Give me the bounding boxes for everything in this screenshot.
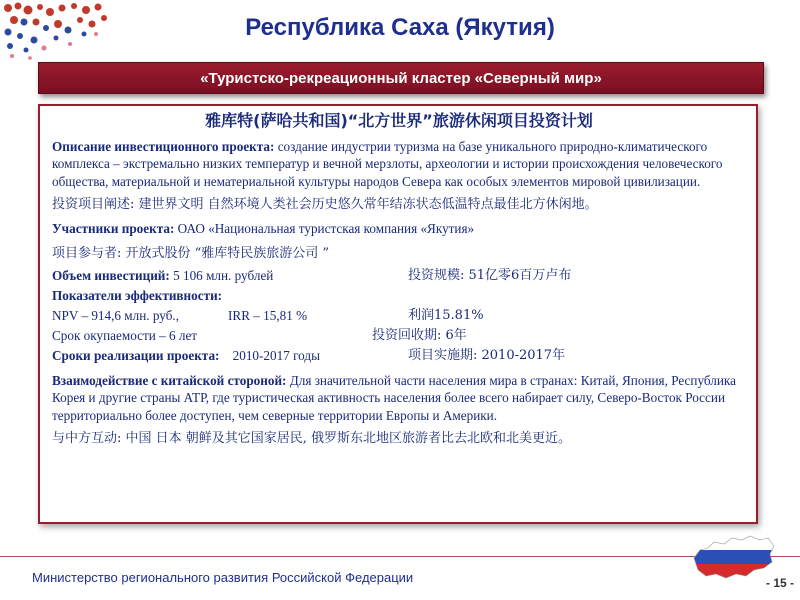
footer-ministry: Министерство регионального развития Российской Федерации [32,570,414,585]
project-card [38,104,758,524]
investment-ru [52,267,408,285]
cooperation-text: Для значительной части населения мира в странах: Китай, Япония, Республика Корея и другие страны АТР, где туристическая активность населения более всего набирает силу, Северо-Восток России территориально более доступен, чем северные территории Европы и Америки. [52,372,736,423]
investment-row [52,266,746,286]
participants-label: Участники проекта: [52,220,175,236]
page-number: - 15 - [765,576,794,590]
efficiency-header-row [52,286,746,306]
investment-text: 5 106 млн. рублей [169,267,274,283]
cooperation-paragraph [52,372,746,425]
description-cn: 投资项目阐述: 建世界文明 自然环境人类社会历史悠久常年结冻状态低温特点最佳北方休闲地。 [52,197,598,213]
payback-text: Срок окупаемости – 6 лет [52,327,198,343]
footer-divider [0,556,800,557]
description-label: Описание инвестиционного проекта: [52,138,275,154]
participants-cn: 项目参与者: 开放式股份 “雅库特民族旅游公司 ” [52,245,330,261]
efficiency-label: Показатели эффективности: [52,287,223,303]
terms-text: 2010-2017 годы [232,347,320,363]
description-text: создание индустрии туризма на базе уникального природно-климатического комплекса – экстремально низких температур и вечной мерзлоты, археологии и истории происхождения человеческого общества, материальной и нематериальной культуры народов Севера как особых элементов мировой цивилизации. [52,138,723,189]
participants-text: ОАО «Национальная туристская компания «Якутия» [174,220,475,236]
participants-paragraph [52,220,746,238]
investment-cn: 投资规模: 51亿零6百万卢布 [408,267,572,283]
payback-cn: 投资回收期: 6年 [372,327,467,343]
npv-value: NPV – 914,6 млн. руб., [52,307,180,323]
card-title-cn: 雅库特(萨哈共和国)“北方世界”旅游休闲项目投资计划 [205,111,593,130]
profit-cn: 利润15.81% [408,307,484,323]
payback-row [52,326,746,346]
description-paragraph [52,138,746,191]
terms-cn: 项目实施期: 2010-2017年 [408,347,566,363]
efficiency-values-row [52,306,746,326]
participants-cn-row [52,244,746,264]
irr-value: IRR – 15,81 % [228,307,308,323]
investment-label: Объем инвестиций: [52,267,170,283]
russia-map-flag-icon [690,528,776,582]
page-title: Республика Саха (Якутия) [245,14,555,41]
terms-label: Сроки реализации проекта: [52,347,220,363]
cooperation-label: Взаимодействие с китайской стороной: [52,372,287,388]
terms-ru [52,347,408,365]
cluster-banner: «Туристско-рекреационный кластер «Северный мир» [38,62,764,94]
terms-row [52,346,746,366]
cooperation-cn: 与中方互动: 中国 日本 朝鲜及其它国家居民, 俄罗斯东北地区旅游者比去北欧和北美更近。 [52,431,572,447]
